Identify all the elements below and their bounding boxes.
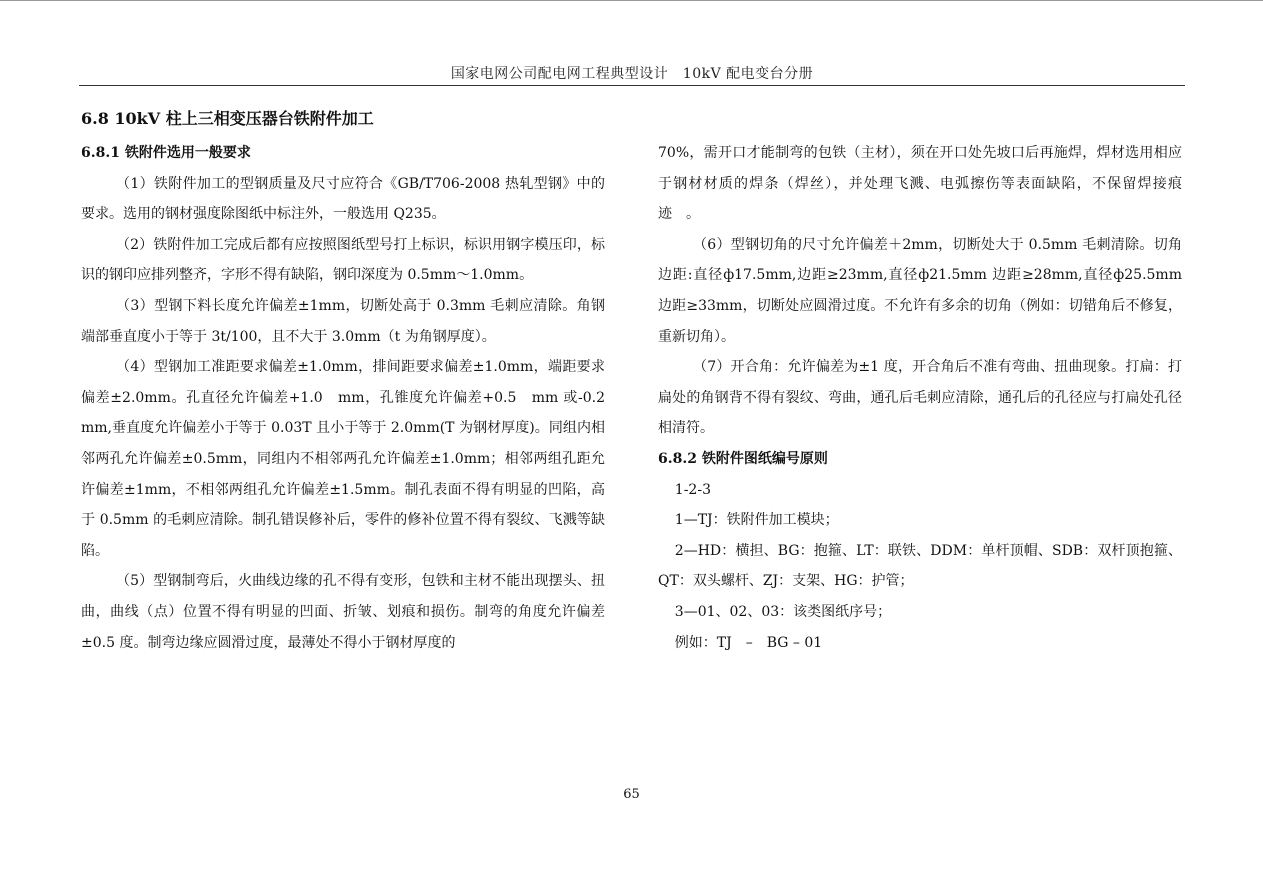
code-example: 例如：TJ – BG – 01 [674, 634, 823, 651]
code-part-1: 1—TJ：铁附件加工模块； [674, 512, 839, 529]
page-number: 65 [623, 787, 640, 802]
header-rule [79, 85, 1185, 86]
paragraph-3: （3）型钢下料长度允许偏差±1mm，切断处高于 0.3mm 毛刺应清除。角钢端部垂直度小于等于 3t/100，且不大于 3.0mm（t 为角钢厚度）。 [81, 297, 605, 345]
left-column [81, 138, 619, 658]
code-part-2: 2—HD：横担、BG：抱箍、LT：联铁、DDM：单杆顶帽、SDB：双杆顶抱箍、QT：双头螺杆、ZJ：支架、HG：护管； [658, 542, 1182, 590]
subsection-heading-6-8-2: 6.8.2 铁附件图纸编号原则 [658, 450, 828, 467]
subsection-heading-6-8-1: 6.8.1 铁附件选用一般要求 [81, 145, 251, 161]
paragraph-4: （4）型钢加工准距要求偏差±1.0mm，排间距要求偏差±1.0mm，端距要求偏差±2.0mm。孔直径允许偏差+1.0 mm，孔锥度允许偏差+0.5 mm 或-0.2 mm,垂直度允许偏差小于等于 0.03T 且小于等于 2.0mm(T 为钢材厚度)。同组内相邻两孔允许偏差±0.5mm，同组内不相邻两孔允许偏差±1.0mm；相邻两组孔距允许偏差±1mm，不相邻两组孔允许偏差±1.5mm。制孔表面不得有明显的凹陷，高于 0.5mm 的毛刺应清除。制孔错误修补后，零件的修补位置不得有裂纹、飞溅等缺陷。 [81, 359, 619, 559]
paragraph-5: （5）型钢制弯后，火曲线边缘的孔不得有变形，包铁和主材不能出现摆头、扭曲，曲线（点）位置不得有明显的凹面、折皱、划痕和损伤。制弯的角度允许偏差±0.5 度。制弯边缘应圆滑过度，最薄处不得小于钢材厚度的 [81, 573, 605, 651]
running-header: 国家电网公司配电网工程典型设计 10kV 配电变台分册 [450, 66, 814, 82]
code-format: 1-2-3 [674, 481, 711, 498]
right-column [658, 138, 1182, 658]
paragraph-6: （6）型钢切角的尺寸允许偏差＋2mm，切断处大于 0.5mm 毛刺清除。切角边距:直径ф17.5mm,边距≥23mm,直径ф21.5mm 边距≥28mm,直径ф25.5mm 边距≥33mm，切断处应圆滑过度。不允许有多余的切角（例如：切错角后不修复，重新切角）。 [658, 236, 1182, 345]
section-title: 6.8 10kV 柱上三相变压器台铁附件加工 [81, 109, 374, 128]
top-border-line [0, 0, 1263, 1]
paragraph-1: （1）铁附件加工的型钢质量及尺寸应符合《GB/T706-2008 热轧型钢》中的要求。选用的钢材强度除图纸中标注外，一般选用 Q235。 [81, 175, 605, 223]
code-part-3: 3—01、02、03：该类图纸序号； [674, 603, 892, 620]
paragraph-5-continued: 70%，需开口才能制弯的包铁（主材），须在开口处先坡口后再施焊，焊材选用相应于钢材材质的焊条（焊丝），并处理飞溅、电弧擦伤等表面缺陷，不保留焊接痕迹 。 [658, 145, 1182, 223]
paragraph-7: （7）开合角：允许偏差为±1 度，开合角后不准有弯曲、扭曲现象。打扁：打扁处的角钢背不得有裂纹、弯曲，通孔后毛刺应清除，通孔后的孔径应与打扁处孔径相清符。 [658, 359, 1182, 437]
paragraph-2: （2）铁附件加工完成后都有应按照图纸型号打上标识，标识用钢字模压印，标识的钢印应排列整齐，字形不得有缺陷，钢印深度为 0.5mm～1.0mm。 [81, 236, 605, 284]
